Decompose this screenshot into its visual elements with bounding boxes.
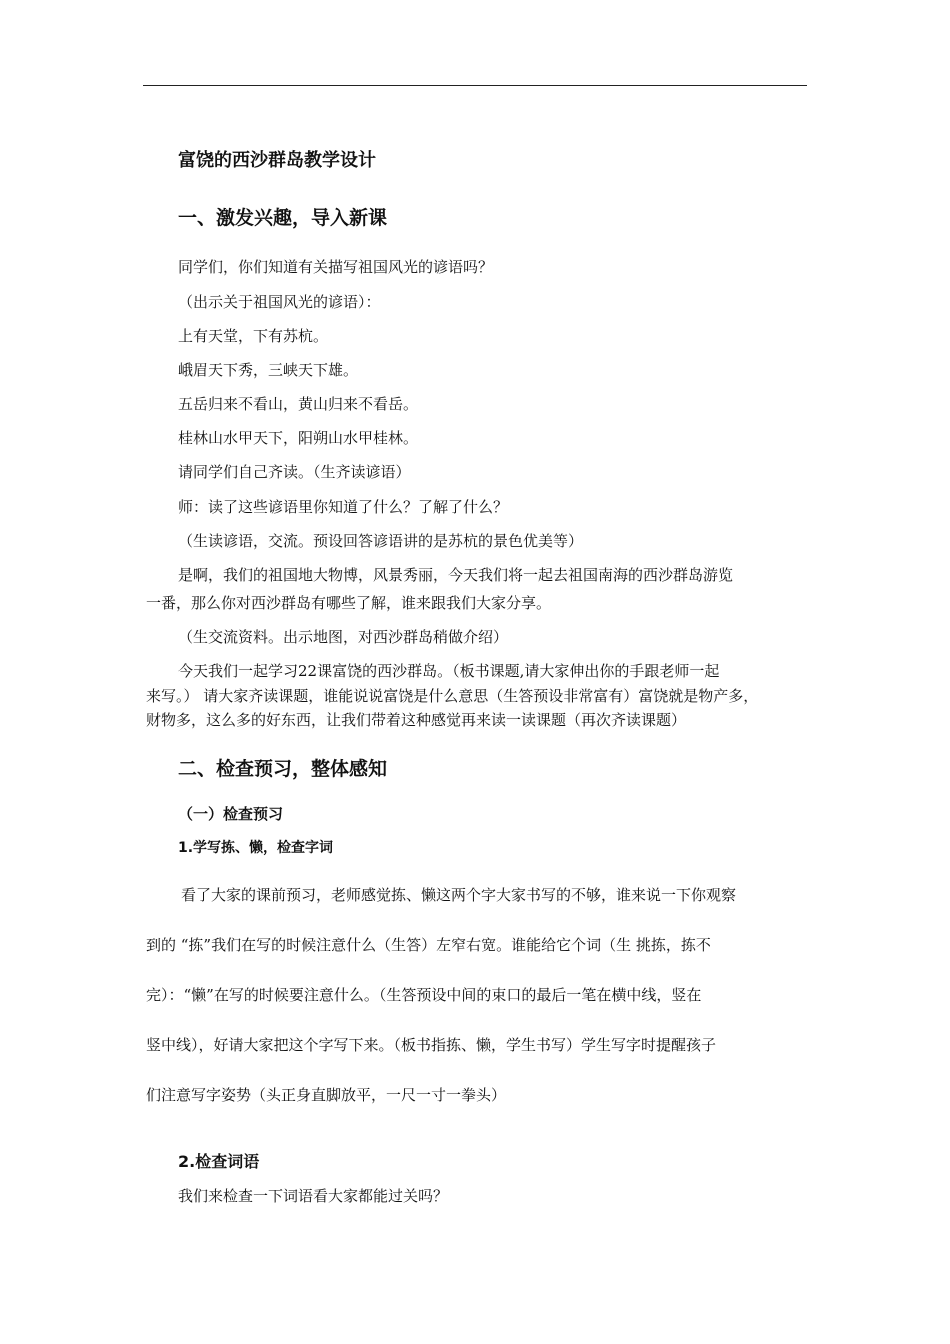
s1-line: 峨眉天下秀，三峡天下雄。: [178, 361, 359, 379]
s2-paragraph-line: 到的 “拣”我们在写的时候注意什么（生答）左窄右宽。谁能给它个词（生 挑拣，拣不: [146, 936, 711, 954]
s2-paragraph-line: 竖中线），好请大家把这个字写下来。（板书指拣、懒，学生书写）学生写字时提醒孩子: [146, 1036, 717, 1054]
s1-line: 桂林山水甲天下，阳朔山水甲桂林。: [178, 429, 419, 447]
s1-line: （出示关于祖国风光的谚语）：: [178, 293, 381, 311]
item-heading: 1.学写拣、懒，检查字词: [178, 840, 334, 856]
s1-line: 同学们，你们知道有关描写祖国风光的谚语吗？: [178, 258, 494, 276]
s1-line: 上有天堂，下有苏杭。: [178, 327, 329, 345]
s1-paragraph-line: 财物多，这么多的好东西，让我们带着这种感觉再来读一读课题（再次齐读课题）: [146, 711, 687, 729]
s2-paragraph-line: 看了大家的课前预习，老师感觉拣、懒这两个字大家书写的不够，谁来说一下你观察: [181, 886, 737, 904]
s1-line: 请同学们自己齐读。（生齐读谚语）: [178, 463, 411, 481]
s1-paragraph-line: 今天我们一起学习22课富饶的西沙群岛。（板书课题,请大家伸出你的手跟老师一起: [178, 662, 720, 680]
document-title: 富饶的西沙群岛教学设计: [178, 150, 376, 171]
item-heading: 2.检查词语: [178, 1152, 260, 1171]
s1-line: 五岳归来不看山，黄山归来不看岳。: [178, 395, 419, 413]
s2-line: 我们来检查一下词语看大家都能过关吗？: [178, 1187, 449, 1205]
s1-line: （生读谚语，交流。预设回答谚语讲的是苏杭的景色优美等）: [178, 532, 584, 550]
s2-paragraph-line: 完）：“懒”在写的时候要注意什么。（生答预设中间的束口的最后一笔在横中线，竖在: [146, 986, 702, 1004]
s2-paragraph-line: 们注意写字姿势（头正身直脚放平，一尺一寸一拳头）: [146, 1086, 507, 1104]
s1-line: （生交流资料。出示地图，对西沙群岛稍做介绍）: [178, 628, 509, 646]
s1-line: 师：读了这些谚语里你知道了什么？了解了什么？: [178, 498, 509, 516]
subsection-heading: （一）检查预习: [178, 805, 284, 823]
section-1-heading: 一、激发兴趣，导入新课: [178, 207, 388, 229]
header-rule: [143, 85, 807, 86]
section-2-heading: 二、检查预习，整体感知: [178, 758, 388, 780]
s1-paragraph-line: 是啊，我们的祖国地大物博，风景秀丽，今天我们将一起去祖国南海的西沙群岛游览: [178, 566, 734, 584]
s1-paragraph-line: 来写。） 请大家齐读课题，谁能说说富饶是什么意思（生答预设非常富有）富饶就是物产多，: [146, 687, 759, 705]
s1-paragraph-line: 一番，那么你对西沙群岛有哪些了解，谁来跟我们大家分享。: [146, 594, 552, 612]
